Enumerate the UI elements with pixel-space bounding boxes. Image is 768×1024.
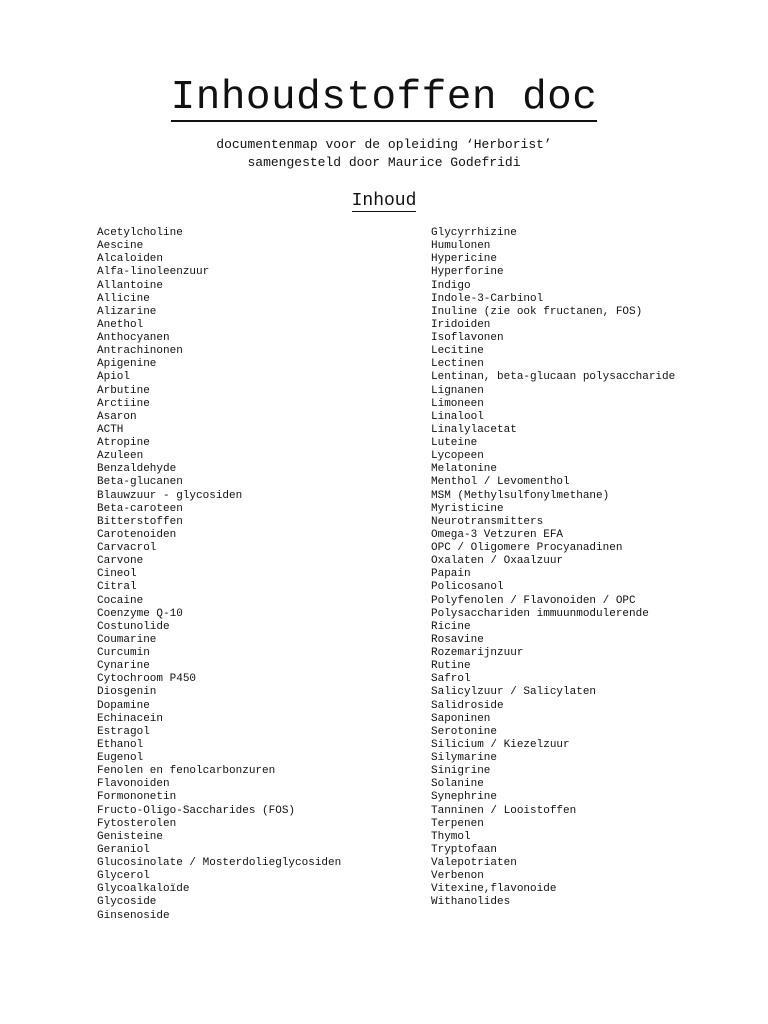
toc-entry: Saponinen bbox=[431, 712, 491, 725]
toc-entry: Azuleen bbox=[97, 450, 144, 463]
toc-left-column bbox=[97, 227, 341, 923]
toc-entry: Vitexine,flavonoide bbox=[431, 883, 557, 896]
toc-entry: Melatonine bbox=[431, 463, 498, 476]
toc-entry: Iridoiden bbox=[431, 318, 491, 331]
toc-entry: Indigo bbox=[431, 279, 471, 292]
toc-entry: Rozemarijnzuur bbox=[431, 647, 524, 659]
document-title: Inhoudstoffen doc bbox=[170, 75, 598, 121]
toc-entry: Humulonen bbox=[431, 240, 491, 253]
toc-entry: Policosanol bbox=[431, 581, 504, 594]
toc-entry: Withanolides bbox=[431, 896, 511, 909]
toc-entry: Omega-3 Vetzuren EFA bbox=[431, 528, 564, 541]
toc-entry: Allantoine bbox=[97, 279, 164, 292]
toc-entry: Benzaldehyde bbox=[97, 463, 177, 476]
toc-entry: Glycoside bbox=[97, 896, 157, 909]
toc-entry: Lentinan, beta-glucaan polysaccharide bbox=[431, 371, 676, 384]
document-subtitle-line2: samengesteld door Maurice Godefridi bbox=[247, 155, 521, 170]
toc-entry: Tryptofaan bbox=[431, 843, 498, 856]
document-subtitle-line1: documentenmap voor de opleiding ‘Herborist’ bbox=[216, 137, 552, 152]
toc-entry: Cynarine bbox=[97, 660, 150, 673]
toc-heading-block bbox=[0, 190, 768, 212]
toc-entry: Luteine bbox=[431, 437, 478, 449]
toc-entry: Oxalaten / Oxaalzuur bbox=[431, 555, 564, 568]
toc-entry: Aescine bbox=[97, 240, 144, 253]
toc-entry: Tanninen / Looistoffen bbox=[431, 804, 577, 817]
toc-entry: Anethol bbox=[97, 318, 144, 331]
toc-entry: Asaron bbox=[97, 410, 137, 423]
toc-entry: Carotenoiden bbox=[97, 528, 177, 541]
toc-entry: Safrol bbox=[431, 673, 471, 686]
toc-entry: Alizarine bbox=[97, 305, 157, 318]
toc-entry: Arbutine bbox=[97, 384, 150, 397]
toc-entry: Solanine bbox=[431, 778, 484, 791]
toc-entry: Fenolen en fenolcarbonzuren bbox=[97, 765, 276, 778]
toc-entry: Ethanol bbox=[97, 738, 144, 751]
toc-entry: Apiol bbox=[97, 371, 131, 384]
toc-entry: Lycopeen bbox=[431, 450, 484, 463]
toc-entry: Cineol bbox=[97, 568, 137, 581]
toc-entry: Dopamine bbox=[97, 699, 150, 712]
toc-entry: Glycyrrhizine bbox=[431, 227, 517, 239]
toc-entry: Glycoalkaloïde bbox=[97, 883, 190, 896]
toc-entry: Rutine bbox=[431, 660, 471, 673]
toc-entry: Polysacchariden immuunmodulerende bbox=[431, 607, 649, 620]
toc-entry: Formononetin bbox=[97, 791, 177, 804]
toc-entry: Limoneen bbox=[431, 397, 484, 410]
toc-entry: Blauwzuur - glycosiden bbox=[97, 489, 243, 502]
toc-entry: Ginsenoside bbox=[97, 909, 170, 922]
toc-entry: Salicylzuur / Salicylaten bbox=[431, 686, 597, 699]
toc-entry: Silicium / Kiezelzuur bbox=[431, 738, 570, 751]
toc-entry: Papain bbox=[431, 568, 471, 581]
toc-entry: Linalool bbox=[431, 410, 484, 423]
toc-entry: Coumarine bbox=[97, 633, 157, 646]
toc-entry: Beta-glucanen bbox=[97, 476, 183, 489]
document-title-block bbox=[0, 74, 768, 122]
toc-entry: Anthocyanen bbox=[97, 332, 170, 344]
toc-entry: Fructo-Oligo-Saccharides (FOS) bbox=[97, 804, 296, 817]
toc-entry: Ricine bbox=[431, 620, 471, 633]
toc-entry: Eugenol bbox=[97, 752, 144, 764]
toc-entry: Apigenine bbox=[97, 358, 157, 371]
toc-entry: Carvone bbox=[97, 555, 144, 568]
toc-entry: Antrachinonen bbox=[97, 345, 183, 358]
toc-entry: Inuline (zie ook fructanen, FOS) bbox=[431, 305, 643, 318]
toc-entry: Polyfenolen / Flavonoiden / OPC bbox=[431, 594, 636, 607]
toc-entry: Terpenen bbox=[431, 817, 484, 830]
toc-entry: Allicine bbox=[97, 292, 150, 305]
toc-entry: Arctiine bbox=[97, 397, 150, 410]
toc-entry: Valepotriaten bbox=[431, 857, 517, 869]
toc-entry: Bitterstoffen bbox=[97, 515, 183, 528]
toc-entry: Neurotransmitters bbox=[431, 515, 544, 528]
toc-entry: Menthol / Levomenthol bbox=[431, 476, 570, 489]
toc-entry: Beta-caroteen bbox=[97, 502, 183, 515]
toc-entry: Diosgenin bbox=[97, 686, 157, 699]
toc-entry: Genisteine bbox=[97, 830, 164, 843]
toc-entry: Glucosinolate / Mosterdolieglycosiden bbox=[97, 857, 342, 869]
toc-entry: Isoflavonen bbox=[431, 332, 504, 344]
toc-entry: Salidroside bbox=[431, 699, 504, 712]
toc-entry: Verbenon bbox=[431, 870, 484, 883]
toc-entry: Hypericine bbox=[431, 253, 498, 266]
toc-entry: Coenzyme Q-10 bbox=[97, 607, 183, 620]
toc-entry: Serotonine bbox=[431, 725, 498, 738]
toc-entry: OPC / Oligomere Procyanadinen bbox=[431, 542, 623, 554]
toc-right-column bbox=[431, 227, 675, 910]
toc-entry: Lecitine bbox=[431, 345, 484, 358]
toc-entry: Hyperforine bbox=[431, 266, 504, 279]
toc-heading: Inhoud bbox=[351, 191, 417, 211]
toc-entry: Citral bbox=[97, 581, 137, 594]
toc-entry: Lignanen bbox=[431, 384, 484, 397]
toc-entry: Sinigrine bbox=[431, 765, 491, 778]
toc-entry: Lectinen bbox=[431, 358, 484, 371]
toc-entry: Silymarine bbox=[431, 752, 498, 764]
toc-entry: MSM (Methylsulfonylmethane) bbox=[431, 489, 610, 502]
toc-entry: Flavonoiden bbox=[97, 778, 170, 791]
toc-entry: Alfa-linoleenzuur bbox=[97, 266, 210, 279]
toc-entry: Thymol bbox=[431, 830, 471, 843]
toc-entry: Estragol bbox=[97, 725, 150, 738]
toc-entry: Alcaloiden bbox=[97, 253, 164, 266]
toc-entry: Acetylcholine bbox=[97, 227, 183, 239]
toc-entry: Carvacrol bbox=[97, 542, 157, 554]
toc-entry: Glycerol bbox=[97, 870, 150, 883]
toc-entry: Linalylacetat bbox=[431, 423, 517, 436]
toc-entry: Indole-3-Carbinol bbox=[431, 292, 544, 305]
toc-entry: Cytochroom P450 bbox=[97, 673, 197, 686]
toc-entry: Echinacein bbox=[97, 712, 164, 725]
toc-entry: Atropine bbox=[97, 437, 150, 449]
toc-entry: Myristicine bbox=[431, 502, 504, 515]
toc-entry: Synephrine bbox=[431, 791, 498, 804]
toc-entry: Rosavine bbox=[431, 633, 484, 646]
toc-entry: Curcumin bbox=[97, 647, 150, 659]
toc-entry: Costunolide bbox=[97, 620, 170, 633]
toc-entry: Fytosterolen bbox=[97, 817, 177, 830]
toc-entry: ACTH bbox=[97, 423, 124, 436]
toc-entry: Geraniol bbox=[97, 843, 150, 856]
toc-entry: Cocaine bbox=[97, 594, 144, 607]
